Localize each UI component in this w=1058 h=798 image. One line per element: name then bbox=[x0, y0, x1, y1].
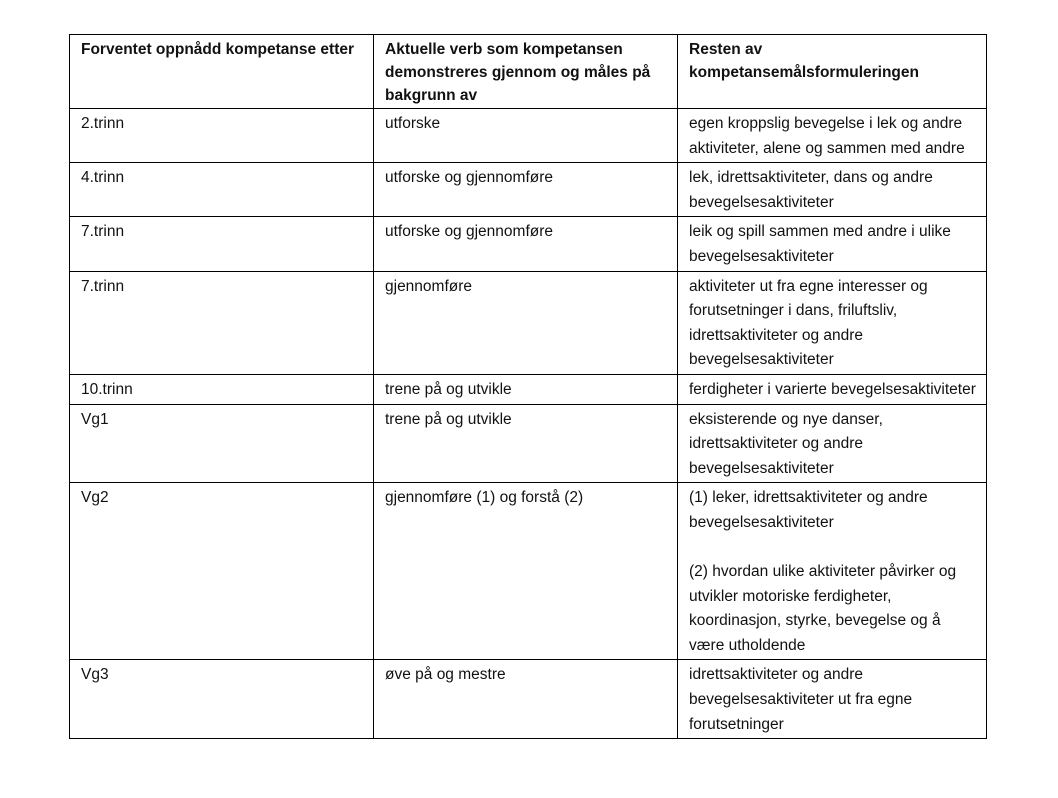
rest-cell bbox=[678, 660, 987, 739]
rest-text: idrettsaktiviteter og andre bevegelsesaktiviteter ut fra egne forutsetninger bbox=[689, 666, 913, 733]
verbs-cell: trene på og utvikle bbox=[374, 374, 678, 404]
rest-cell bbox=[678, 217, 987, 271]
table-body bbox=[70, 109, 987, 739]
rest-cell bbox=[678, 374, 987, 404]
header-verbs: Aktuelle verb som kompetansen demonstreres gjennom og måles på bakgrunn av bbox=[374, 35, 678, 109]
table-row bbox=[70, 109, 987, 163]
rest-cell bbox=[678, 404, 987, 483]
level-cell: Vg2 bbox=[70, 483, 374, 660]
level-cell: Vg3 bbox=[70, 660, 374, 739]
table-row bbox=[70, 404, 987, 483]
competence-table bbox=[69, 34, 987, 739]
verbs-cell: øve på og mestre bbox=[374, 660, 678, 739]
rest-text: lek, idrettsaktiviteter, dans og andre bevegelsesaktiviteter bbox=[689, 169, 933, 211]
level-cell: 4.trinn bbox=[70, 163, 374, 217]
verbs-cell: gjennomføre bbox=[374, 271, 678, 374]
level-cell: Vg1 bbox=[70, 404, 374, 483]
level-cell: 10.trinn bbox=[70, 374, 374, 404]
level-cell: 7.trinn bbox=[70, 217, 374, 271]
table-row bbox=[70, 374, 987, 404]
verbs-cell: utforske og gjennomføre bbox=[374, 163, 678, 217]
rest-text: eksisterende og nye danser, idrettsaktiviteter og andre bevegelsesaktiviteter bbox=[689, 410, 883, 477]
header-row bbox=[70, 35, 987, 109]
verbs-cell: utforske bbox=[374, 109, 678, 163]
table-row bbox=[70, 660, 987, 739]
rest-cell bbox=[678, 483, 987, 660]
rest-text: egen kroppslig bevegelse i lek og andre aktiviteter, alene og sammen med andre bbox=[689, 115, 965, 157]
header-level: Forventet oppnådd kompetanse etter bbox=[70, 35, 374, 109]
rest-cell bbox=[678, 271, 987, 374]
table-row bbox=[70, 163, 987, 217]
rest-text: leik og spill sammen med andre i ulike bevegelsesaktiviteter bbox=[689, 223, 951, 265]
paragraph-spacer bbox=[689, 536, 978, 561]
level-cell: 7.trinn bbox=[70, 271, 374, 374]
rest-text: aktiviteter ut fra egne interesser og forutsetninger i dans, friluftsliv, idrettsaktiviteter og andre bevegelsesaktiviteter bbox=[689, 277, 928, 369]
rest-text-part-1: (1) leker, idrettsaktiviteter og andre bevegelsesaktiviteter bbox=[689, 489, 928, 531]
verbs-cell: trene på og utvikle bbox=[374, 404, 678, 483]
header-rest: Resten av kompetansemålsformuleringen bbox=[678, 35, 987, 109]
rest-text-part-2: (2) hvordan ulike aktiviteter påvirker og utvikler motoriske ferdigheter, koordinasjon, styrke, bevegelse og å være utholdende bbox=[689, 563, 957, 654]
table-row bbox=[70, 217, 987, 271]
table-row bbox=[70, 271, 987, 374]
rest-text: ferdigheter i varierte bevegelsesaktiviteter bbox=[689, 380, 976, 398]
verbs-cell: utforske og gjennomføre bbox=[374, 217, 678, 271]
level-cell: 2.trinn bbox=[70, 109, 374, 163]
table-header bbox=[70, 35, 987, 109]
rest-cell bbox=[678, 163, 987, 217]
verbs-cell: gjennomføre (1) og forstå (2) bbox=[374, 483, 678, 660]
rest-cell bbox=[678, 109, 987, 163]
table-row bbox=[70, 483, 987, 660]
